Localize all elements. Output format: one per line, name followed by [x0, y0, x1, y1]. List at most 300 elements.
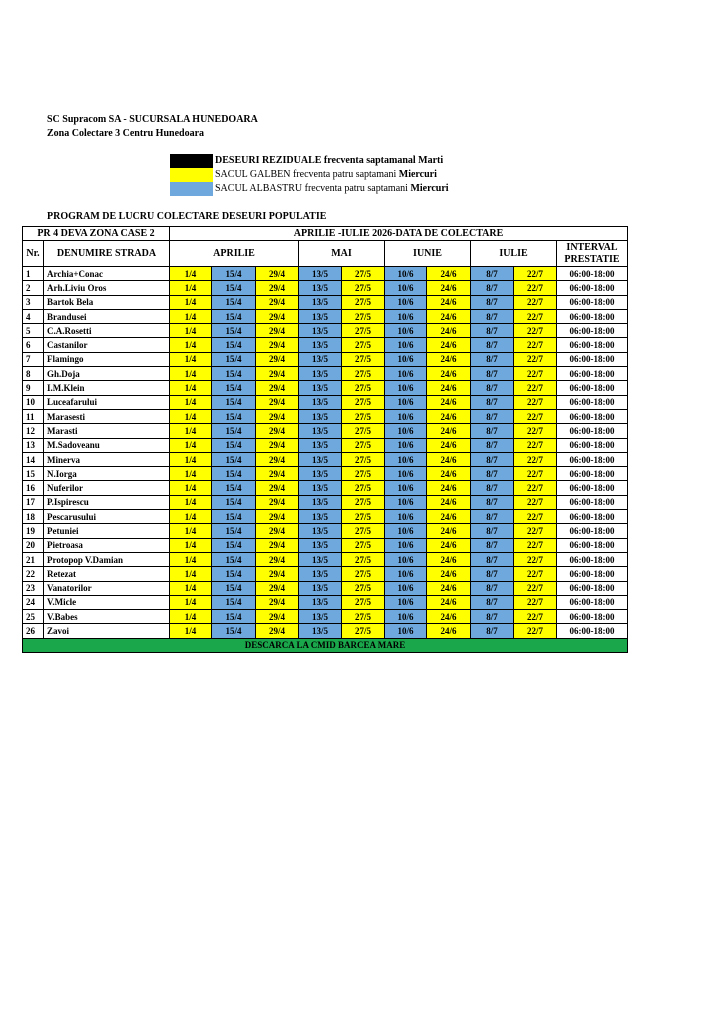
collection-date: 24/6 — [427, 367, 471, 381]
table-row — [23, 495, 628, 509]
table-row — [23, 367, 628, 381]
collection-date: 13/5 — [299, 581, 342, 595]
collection-date: 24/6 — [427, 452, 471, 466]
collection-date: 22/7 — [514, 438, 557, 452]
collection-date: 15/4 — [212, 267, 256, 281]
street-name: Zavoi — [44, 624, 170, 638]
collection-date: 1/4 — [170, 510, 212, 524]
collection-date: 8/7 — [471, 452, 514, 466]
collection-date: 27/5 — [342, 395, 385, 409]
collection-date: 8/7 — [471, 438, 514, 452]
collection-date: 13/5 — [299, 324, 342, 338]
street-name: Gh.Doja — [44, 367, 170, 381]
row-number: 18 — [23, 510, 44, 524]
table-row — [23, 338, 628, 352]
collection-date: 27/5 — [342, 338, 385, 352]
collection-date: 24/6 — [427, 295, 471, 309]
collection-date: 8/7 — [471, 581, 514, 595]
service-interval: 06:00-18:00 — [557, 452, 628, 466]
disposal-note: DESCARCA LA CMID BARCEA MARE — [23, 638, 628, 652]
row-number: 15 — [23, 467, 44, 481]
collection-date: 27/5 — [342, 438, 385, 452]
collection-date: 22/7 — [514, 452, 557, 466]
collection-date: 8/7 — [471, 510, 514, 524]
street-name: Bartok Bela — [44, 295, 170, 309]
collection-date: 15/4 — [212, 538, 256, 552]
collection-date: 29/4 — [256, 581, 299, 595]
street-name: Protopop V.Damian — [44, 552, 170, 566]
collection-date: 27/5 — [342, 495, 385, 509]
collection-date: 1/4 — [170, 481, 212, 495]
service-interval: 06:00-18:00 — [557, 295, 628, 309]
row-number: 23 — [23, 581, 44, 595]
collection-date: 27/5 — [342, 309, 385, 323]
table-row — [23, 309, 628, 323]
collection-date: 15/4 — [212, 395, 256, 409]
collection-date: 1/4 — [170, 395, 212, 409]
collection-date: 24/6 — [427, 538, 471, 552]
collection-date: 13/5 — [299, 409, 342, 423]
legend-text: SACUL ALBASTRU frecventa patru saptamani Miercuri — [215, 183, 449, 194]
collection-date: 1/4 — [170, 595, 212, 609]
service-interval: 06:00-18:00 — [557, 309, 628, 323]
collection-date: 1/4 — [170, 338, 212, 352]
service-interval: 06:00-18:00 — [557, 538, 628, 552]
collection-date: 13/5 — [299, 524, 342, 538]
table-row — [23, 567, 628, 581]
collection-date: 15/4 — [212, 424, 256, 438]
collection-date: 24/6 — [427, 510, 471, 524]
collection-date: 13/5 — [299, 552, 342, 566]
row-number: 22 — [23, 567, 44, 581]
row-number: 13 — [23, 438, 44, 452]
collection-date: 22/7 — [514, 324, 557, 338]
collection-date: 29/4 — [256, 395, 299, 409]
table-row — [23, 281, 628, 295]
month-july: IULIE — [471, 241, 557, 267]
table-row — [23, 424, 628, 438]
collection-date: 27/5 — [342, 538, 385, 552]
col-street-header: DENUMIRE STRADA — [44, 241, 170, 267]
street-name: Pescarusului — [44, 510, 170, 524]
collection-date: 29/4 — [256, 495, 299, 509]
collection-date: 27/5 — [342, 567, 385, 581]
collection-date: 22/7 — [514, 424, 557, 438]
collection-date: 8/7 — [471, 281, 514, 295]
collection-date: 27/5 — [342, 467, 385, 481]
collection-date: 27/5 — [342, 281, 385, 295]
collection-date: 13/5 — [299, 338, 342, 352]
collection-date: 15/4 — [212, 295, 256, 309]
collection-date: 27/5 — [342, 409, 385, 423]
table-row — [23, 481, 628, 495]
service-interval: 06:00-18:00 — [557, 409, 628, 423]
table-row — [23, 352, 628, 366]
collection-date: 27/5 — [342, 267, 385, 281]
service-interval: 06:00-18:00 — [557, 552, 628, 566]
collection-date: 24/6 — [427, 438, 471, 452]
legend-text: DESEURI REZIDUALE frecventa saptamanal Marti — [215, 155, 444, 166]
collection-date: 15/4 — [212, 367, 256, 381]
collection-date: 22/7 — [514, 281, 557, 295]
service-interval: 06:00-18:00 — [557, 610, 628, 624]
collection-date: 1/4 — [170, 267, 212, 281]
row-number: 7 — [23, 352, 44, 366]
collection-date: 8/7 — [471, 324, 514, 338]
collection-date: 10/6 — [385, 610, 427, 624]
collection-date: 13/5 — [299, 610, 342, 624]
street-name: Castanilor — [44, 338, 170, 352]
collection-date: 8/7 — [471, 610, 514, 624]
collection-date: 15/4 — [212, 624, 256, 638]
service-interval: 06:00-18:00 — [557, 338, 628, 352]
collection-date: 13/5 — [299, 281, 342, 295]
collection-date: 24/6 — [427, 381, 471, 395]
collection-date: 10/6 — [385, 452, 427, 466]
collection-date: 10/6 — [385, 395, 427, 409]
row-number: 24 — [23, 595, 44, 609]
collection-date: 24/6 — [427, 324, 471, 338]
service-interval: 06:00-18:00 — [557, 595, 628, 609]
collection-date: 27/5 — [342, 295, 385, 309]
collection-date: 10/6 — [385, 324, 427, 338]
service-interval: 06:00-18:00 — [557, 395, 628, 409]
collection-date: 29/4 — [256, 452, 299, 466]
collection-date: 15/4 — [212, 495, 256, 509]
collection-date: 29/4 — [256, 281, 299, 295]
collection-date: 24/6 — [427, 552, 471, 566]
table-row — [23, 409, 628, 423]
collection-date: 13/5 — [299, 538, 342, 552]
collection-date: 8/7 — [471, 338, 514, 352]
collection-date: 10/6 — [385, 495, 427, 509]
street-name: Arh.Liviu Oros — [44, 281, 170, 295]
street-name: Nuferilor — [44, 481, 170, 495]
collection-date: 15/4 — [212, 510, 256, 524]
collection-date: 29/4 — [256, 381, 299, 395]
collection-date: 27/5 — [342, 381, 385, 395]
collection-date: 29/4 — [256, 510, 299, 524]
table-row — [23, 624, 628, 638]
collection-date: 29/4 — [256, 367, 299, 381]
collection-date: 24/6 — [427, 624, 471, 638]
street-name: P.Ispirescu — [44, 495, 170, 509]
table-row — [23, 467, 628, 481]
collection-date: 15/4 — [212, 552, 256, 566]
collection-date: 29/4 — [256, 467, 299, 481]
collection-date: 1/4 — [170, 467, 212, 481]
collection-date: 29/4 — [256, 538, 299, 552]
collection-date: 27/5 — [342, 524, 385, 538]
collection-date: 27/5 — [342, 595, 385, 609]
collection-date: 10/6 — [385, 552, 427, 566]
collection-date: 13/5 — [299, 481, 342, 495]
collection-date: 22/7 — [514, 338, 557, 352]
collection-date: 8/7 — [471, 481, 514, 495]
table-row — [23, 552, 628, 566]
collection-date: 29/4 — [256, 409, 299, 423]
collection-date: 1/4 — [170, 538, 212, 552]
collection-date: 13/5 — [299, 595, 342, 609]
collection-date: 8/7 — [471, 538, 514, 552]
collection-date: 1/4 — [170, 295, 212, 309]
collection-date: 24/6 — [427, 424, 471, 438]
street-name: Minerva — [44, 452, 170, 466]
collection-date: 24/6 — [427, 309, 471, 323]
collection-date: 27/5 — [342, 352, 385, 366]
service-interval: 06:00-18:00 — [557, 281, 628, 295]
table-footer-row — [23, 638, 628, 652]
street-name: V.Babes — [44, 610, 170, 624]
period-label: APRILIE -IULIE 2026-DATA DE COLECTARE — [170, 227, 628, 241]
collection-date: 22/7 — [514, 538, 557, 552]
street-name: Marasti — [44, 424, 170, 438]
collection-date: 15/4 — [212, 452, 256, 466]
collection-date: 8/7 — [471, 467, 514, 481]
collection-date: 8/7 — [471, 309, 514, 323]
table-row — [23, 452, 628, 466]
collection-date: 24/6 — [427, 281, 471, 295]
collection-date: 22/7 — [514, 409, 557, 423]
collection-date: 15/4 — [212, 338, 256, 352]
collection-date: 10/6 — [385, 281, 427, 295]
street-name: M.Sadoveanu — [44, 438, 170, 452]
collection-date: 13/5 — [299, 467, 342, 481]
collection-date: 10/6 — [385, 538, 427, 552]
collection-date: 22/7 — [514, 552, 557, 566]
collection-date: 27/5 — [342, 510, 385, 524]
collection-date: 22/7 — [514, 352, 557, 366]
collection-date: 15/4 — [212, 309, 256, 323]
collection-date: 29/4 — [256, 610, 299, 624]
collection-date: 27/5 — [342, 581, 385, 595]
route-label: PR 4 DEVA ZONA CASE 2 — [23, 227, 170, 241]
collection-date: 8/7 — [471, 552, 514, 566]
collection-date: 8/7 — [471, 395, 514, 409]
street-name: Archia+Conac — [44, 267, 170, 281]
service-interval: 06:00-18:00 — [557, 467, 628, 481]
collection-date: 15/4 — [212, 467, 256, 481]
collection-date: 10/6 — [385, 381, 427, 395]
collection-date: 29/4 — [256, 424, 299, 438]
collection-date: 1/4 — [170, 610, 212, 624]
collection-date: 1/4 — [170, 581, 212, 595]
street-name: C.A.Rosetti — [44, 324, 170, 338]
collection-date: 24/6 — [427, 610, 471, 624]
collection-date: 24/6 — [427, 395, 471, 409]
collection-date: 29/4 — [256, 624, 299, 638]
collection-date: 24/6 — [427, 495, 471, 509]
collection-date: 15/4 — [212, 595, 256, 609]
collection-date: 13/5 — [299, 367, 342, 381]
collection-date: 10/6 — [385, 309, 427, 323]
row-number: 21 — [23, 552, 44, 566]
row-number: 6 — [23, 338, 44, 352]
legend-text: SACUL GALBEN frecventa patru saptamani Miercuri — [215, 169, 437, 180]
row-number: 10 — [23, 395, 44, 409]
col-nr-header: Nr. — [23, 241, 44, 267]
table-row — [23, 595, 628, 609]
collection-date: 13/5 — [299, 267, 342, 281]
street-name: V.Micle — [44, 595, 170, 609]
collection-date: 15/4 — [212, 281, 256, 295]
collection-date: 15/4 — [212, 610, 256, 624]
collection-date: 22/7 — [514, 381, 557, 395]
collection-date: 10/6 — [385, 624, 427, 638]
collection-date: 10/6 — [385, 267, 427, 281]
collection-date: 10/6 — [385, 367, 427, 381]
collection-date: 8/7 — [471, 381, 514, 395]
legend-swatch-black — [170, 154, 213, 168]
row-number: 8 — [23, 367, 44, 381]
street-name: Retezat — [44, 567, 170, 581]
collection-date: 8/7 — [471, 295, 514, 309]
collection-date: 13/5 — [299, 567, 342, 581]
street-name: I.M.Klein — [44, 381, 170, 395]
collection-date: 24/6 — [427, 467, 471, 481]
street-name: Marasesti — [44, 409, 170, 423]
collection-date: 29/4 — [256, 295, 299, 309]
collection-date: 22/7 — [514, 295, 557, 309]
collection-date: 13/5 — [299, 309, 342, 323]
street-name: Vanatorilor — [44, 581, 170, 595]
collection-date: 13/5 — [299, 438, 342, 452]
collection-date: 8/7 — [471, 567, 514, 581]
collection-date: 22/7 — [514, 510, 557, 524]
collection-date: 22/7 — [514, 581, 557, 595]
collection-date: 1/4 — [170, 567, 212, 581]
collection-date: 10/6 — [385, 352, 427, 366]
collection-date: 1/4 — [170, 495, 212, 509]
collection-date: 22/7 — [514, 367, 557, 381]
collection-date: 24/6 — [427, 581, 471, 595]
collection-date: 10/6 — [385, 467, 427, 481]
collection-date: 22/7 — [514, 595, 557, 609]
collection-date: 24/6 — [427, 352, 471, 366]
collection-date: 13/5 — [299, 452, 342, 466]
collection-date: 10/6 — [385, 481, 427, 495]
collection-date: 1/4 — [170, 438, 212, 452]
collection-date: 22/7 — [514, 267, 557, 281]
collection-date: 15/4 — [212, 381, 256, 395]
collection-date: 8/7 — [471, 352, 514, 366]
service-interval: 06:00-18:00 — [557, 524, 628, 538]
street-name: Petuniei — [44, 524, 170, 538]
service-interval: 06:00-18:00 — [557, 581, 628, 595]
collection-date: 8/7 — [471, 367, 514, 381]
service-interval: 06:00-18:00 — [557, 352, 628, 366]
collection-date: 8/7 — [471, 424, 514, 438]
collection-date: 15/4 — [212, 324, 256, 338]
row-number: 2 — [23, 281, 44, 295]
row-number: 17 — [23, 495, 44, 509]
collection-date: 1/4 — [170, 367, 212, 381]
collection-date: 22/7 — [514, 624, 557, 638]
collection-date: 15/4 — [212, 481, 256, 495]
table-row — [23, 524, 628, 538]
collection-date: 13/5 — [299, 495, 342, 509]
collection-date: 1/4 — [170, 352, 212, 366]
collection-date: 10/6 — [385, 567, 427, 581]
row-number: 26 — [23, 624, 44, 638]
collection-date: 15/4 — [212, 567, 256, 581]
street-name: Pietroasa — [44, 538, 170, 552]
program-title: PROGRAM DE LUCRU COLECTARE DESEURI POPULATIE — [47, 211, 327, 222]
collection-date: 1/4 — [170, 624, 212, 638]
collection-date: 24/6 — [427, 409, 471, 423]
street-name: Luceafarului — [44, 395, 170, 409]
table-row — [23, 510, 628, 524]
row-number: 14 — [23, 452, 44, 466]
collection-date: 27/5 — [342, 481, 385, 495]
collection-date: 10/6 — [385, 595, 427, 609]
collection-schedule-table — [22, 226, 628, 653]
collection-date: 1/4 — [170, 381, 212, 395]
collection-date: 24/6 — [427, 481, 471, 495]
collection-date: 22/7 — [514, 309, 557, 323]
collection-date: 29/4 — [256, 552, 299, 566]
collection-date: 1/4 — [170, 524, 212, 538]
collection-date: 29/4 — [256, 481, 299, 495]
collection-date: 15/4 — [212, 352, 256, 366]
row-number: 12 — [23, 424, 44, 438]
table-row — [23, 295, 628, 309]
table-row — [23, 324, 628, 338]
collection-date: 13/5 — [299, 352, 342, 366]
collection-date: 8/7 — [471, 624, 514, 638]
collection-date: 10/6 — [385, 510, 427, 524]
collection-date: 13/5 — [299, 510, 342, 524]
collection-date: 27/5 — [342, 452, 385, 466]
collection-date: 29/4 — [256, 524, 299, 538]
table-row — [23, 581, 628, 595]
collection-date: 10/6 — [385, 295, 427, 309]
collection-date: 24/6 — [427, 338, 471, 352]
row-number: 4 — [23, 309, 44, 323]
interval-header: INTERVAL PRESTATIE — [557, 241, 628, 267]
table-row — [23, 610, 628, 624]
collection-date: 22/7 — [514, 395, 557, 409]
street-name: Flamingo — [44, 352, 170, 366]
collection-date: 1/4 — [170, 552, 212, 566]
collection-date: 29/4 — [256, 267, 299, 281]
collection-date: 13/5 — [299, 424, 342, 438]
service-interval: 06:00-18:00 — [557, 495, 628, 509]
service-interval: 06:00-18:00 — [557, 324, 628, 338]
collection-date: 24/6 — [427, 595, 471, 609]
collection-date: 24/6 — [427, 567, 471, 581]
row-number: 20 — [23, 538, 44, 552]
collection-date: 24/6 — [427, 524, 471, 538]
legend-swatch-blue — [170, 182, 213, 196]
collection-date: 22/7 — [514, 467, 557, 481]
row-number: 9 — [23, 381, 44, 395]
collection-date: 1/4 — [170, 409, 212, 423]
table-row — [23, 538, 628, 552]
service-interval: 06:00-18:00 — [557, 438, 628, 452]
row-number: 16 — [23, 481, 44, 495]
row-number: 19 — [23, 524, 44, 538]
collection-date: 29/4 — [256, 595, 299, 609]
collection-date: 29/4 — [256, 338, 299, 352]
street-name: N.Iorga — [44, 467, 170, 481]
collection-date: 1/4 — [170, 452, 212, 466]
collection-date: 8/7 — [471, 267, 514, 281]
collection-date: 15/4 — [212, 409, 256, 423]
collection-date: 13/5 — [299, 381, 342, 395]
collection-date: 13/5 — [299, 395, 342, 409]
collection-date: 22/7 — [514, 481, 557, 495]
